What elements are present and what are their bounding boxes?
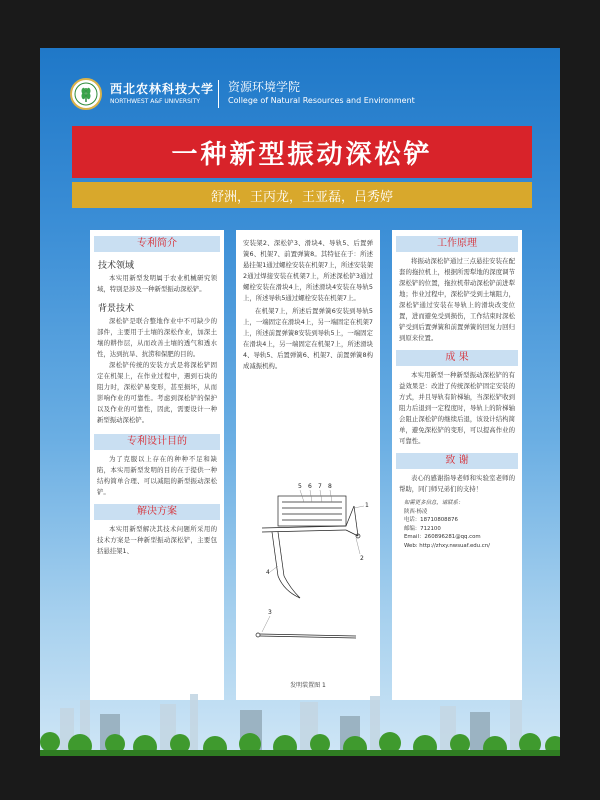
- label-3: 3: [268, 609, 272, 616]
- solution-text-continued: 安装架2、深松铲3、滑块4、导轨5、后置弹簧6、机架7、前置弹簧8。其特征在于：所述悬挂架1通过螺栓安装在机架7上，所述安装架2通过焊接安装在机架7上，所述深松铲3通过螺栓安装在滑块4上，所述滑块4安装在导轨5上，所述导轨5通过螺栓安装在机架7上。: [243, 239, 373, 302]
- panel-left: [90, 230, 224, 700]
- college-name-cn: 资源环境学院: [228, 80, 301, 94]
- background-text-1: 深松铲是联合整地作业中不可缺少的部件，主要用于土壤的深松作业，加深土壤的耕作层，从而改善土壤的透气和透水性，达到抗旱、抗涝和保肥的目的。: [97, 317, 217, 358]
- city-skyline-decoration: [40, 686, 560, 756]
- principle-text: 将振动深松铲通过三点悬挂安装在配套的拖拉机上，根据所需犁地的深度调节深松铲的位置，拖拉机带动深松铲前进犁地；作业过程中，深松铲受到土壤阻力，深松铲通过安装在导轨上的滑块改变位置，进而避免受到损伤，工作结束时深松铲受到后置弹簧和前置弹簧的回复力回归到原来位置。: [399, 257, 515, 342]
- result-text: 本实用新型一种新型振动深松铲的有益效果是：改进了传统深松铲固定安装的方式，并且导轨有阶梯轴，当深松铲收到阻力后退到一定程度时，导轨上的阶梯轴会阻止深松铲的继续后退，该设计结构简单，避免深松铲的变形，可以提高作业的可靠性。: [399, 371, 515, 445]
- solution-text: 本实用新型解决其技术问题所采用的技术方案是一种新型振动深松铲，主要包括悬挂架1、: [97, 525, 217, 555]
- background-text-2: 深松铲传统的安装方式是将深松铲固定在机架上，在作业过程中，遇到石块的阻力时，深松铲易变形，甚至损坏，从而影响作业的可靠性。考虑到深松铲的保护以及作业的可靠性，因此，需要设计一种新型振动深松铲。: [97, 361, 217, 424]
- label-8: 8: [328, 483, 332, 490]
- contact-email: Email：260896281@qq.com: [404, 534, 481, 540]
- header: [70, 76, 540, 116]
- section-heading-thanks: 致 谢: [396, 453, 518, 469]
- label-5: 5: [298, 483, 302, 490]
- purpose-text: 为了克服以上存在的种种不足和缺陷，本实用新型发明的目的在于提供一种结构简单合理、可以减阻的新型振动深松铲。: [97, 455, 217, 496]
- college-name-en: College of Natural Resources and Environment: [228, 96, 415, 105]
- label-4: 4: [266, 569, 270, 576]
- section-heading-result: 成 果: [396, 350, 518, 366]
- contact-intro: 如需更多信息，请联系：: [404, 500, 464, 506]
- label-7: 7: [318, 483, 322, 490]
- tech-field-title: 技术领域: [98, 261, 135, 271]
- contact-phone: 电话：18710808876: [404, 517, 458, 523]
- label-1: 1: [365, 502, 369, 509]
- mechanism-text: 在机架7上，所述后置弹簧6安装到导轨5上，一端固定在滑块4上，另一端固定在机架7上，所述前置弹簧8安装到导轨5上，一端固定在滑块4上，另一端固定在机架7上，所述滑块4、导轨5、后置弹簧6、机架7、前置弹簧8构成减振机构。: [243, 307, 373, 370]
- header-divider: [218, 80, 219, 108]
- poster: [40, 48, 560, 756]
- device-diagram: [242, 476, 374, 686]
- figure-caption: 发明装置图 1: [290, 682, 326, 689]
- label-6: 6: [308, 483, 312, 490]
- thanks-text: 表心的感谢指导老师和实验室老师的帮助，同门师兄弟们的支持！: [399, 474, 515, 493]
- panel-middle: [236, 230, 380, 700]
- section-heading-solution: 解决方案: [94, 504, 220, 520]
- authors: 舒洲，王丙龙，王亚磊，吕秀婷: [210, 189, 393, 205]
- panel-right: [392, 230, 522, 700]
- contact-web: Web: http://zhxy.nwsuaf.edu.cn/: [404, 542, 491, 549]
- university-name-cn: 西北农林科技大学: [110, 82, 215, 96]
- section-heading-principle: 工作原理: [396, 236, 518, 252]
- university-name-en: NORTHWEST A&F UNIVERSITY: [110, 98, 200, 105]
- author-bar: [72, 182, 532, 208]
- section-heading-intro: 专利简介: [94, 236, 220, 252]
- background-title: 背景技术: [98, 304, 135, 314]
- poster-title: 一种新型振动深松铲: [171, 139, 433, 170]
- contact-zip: 邮编：712100: [404, 525, 441, 532]
- contact-address: 陕西·杨凌: [404, 508, 428, 515]
- label-2: 2: [360, 555, 364, 562]
- section-heading-purpose: 专利设计目的: [94, 434, 220, 450]
- title-bar: [72, 126, 532, 178]
- wheat-emblem-icon: [70, 78, 102, 110]
- tech-field-text: 本实用新型发明属于农业机械研究领域，特别是涉及一种新型振动深松铲。: [97, 274, 217, 293]
